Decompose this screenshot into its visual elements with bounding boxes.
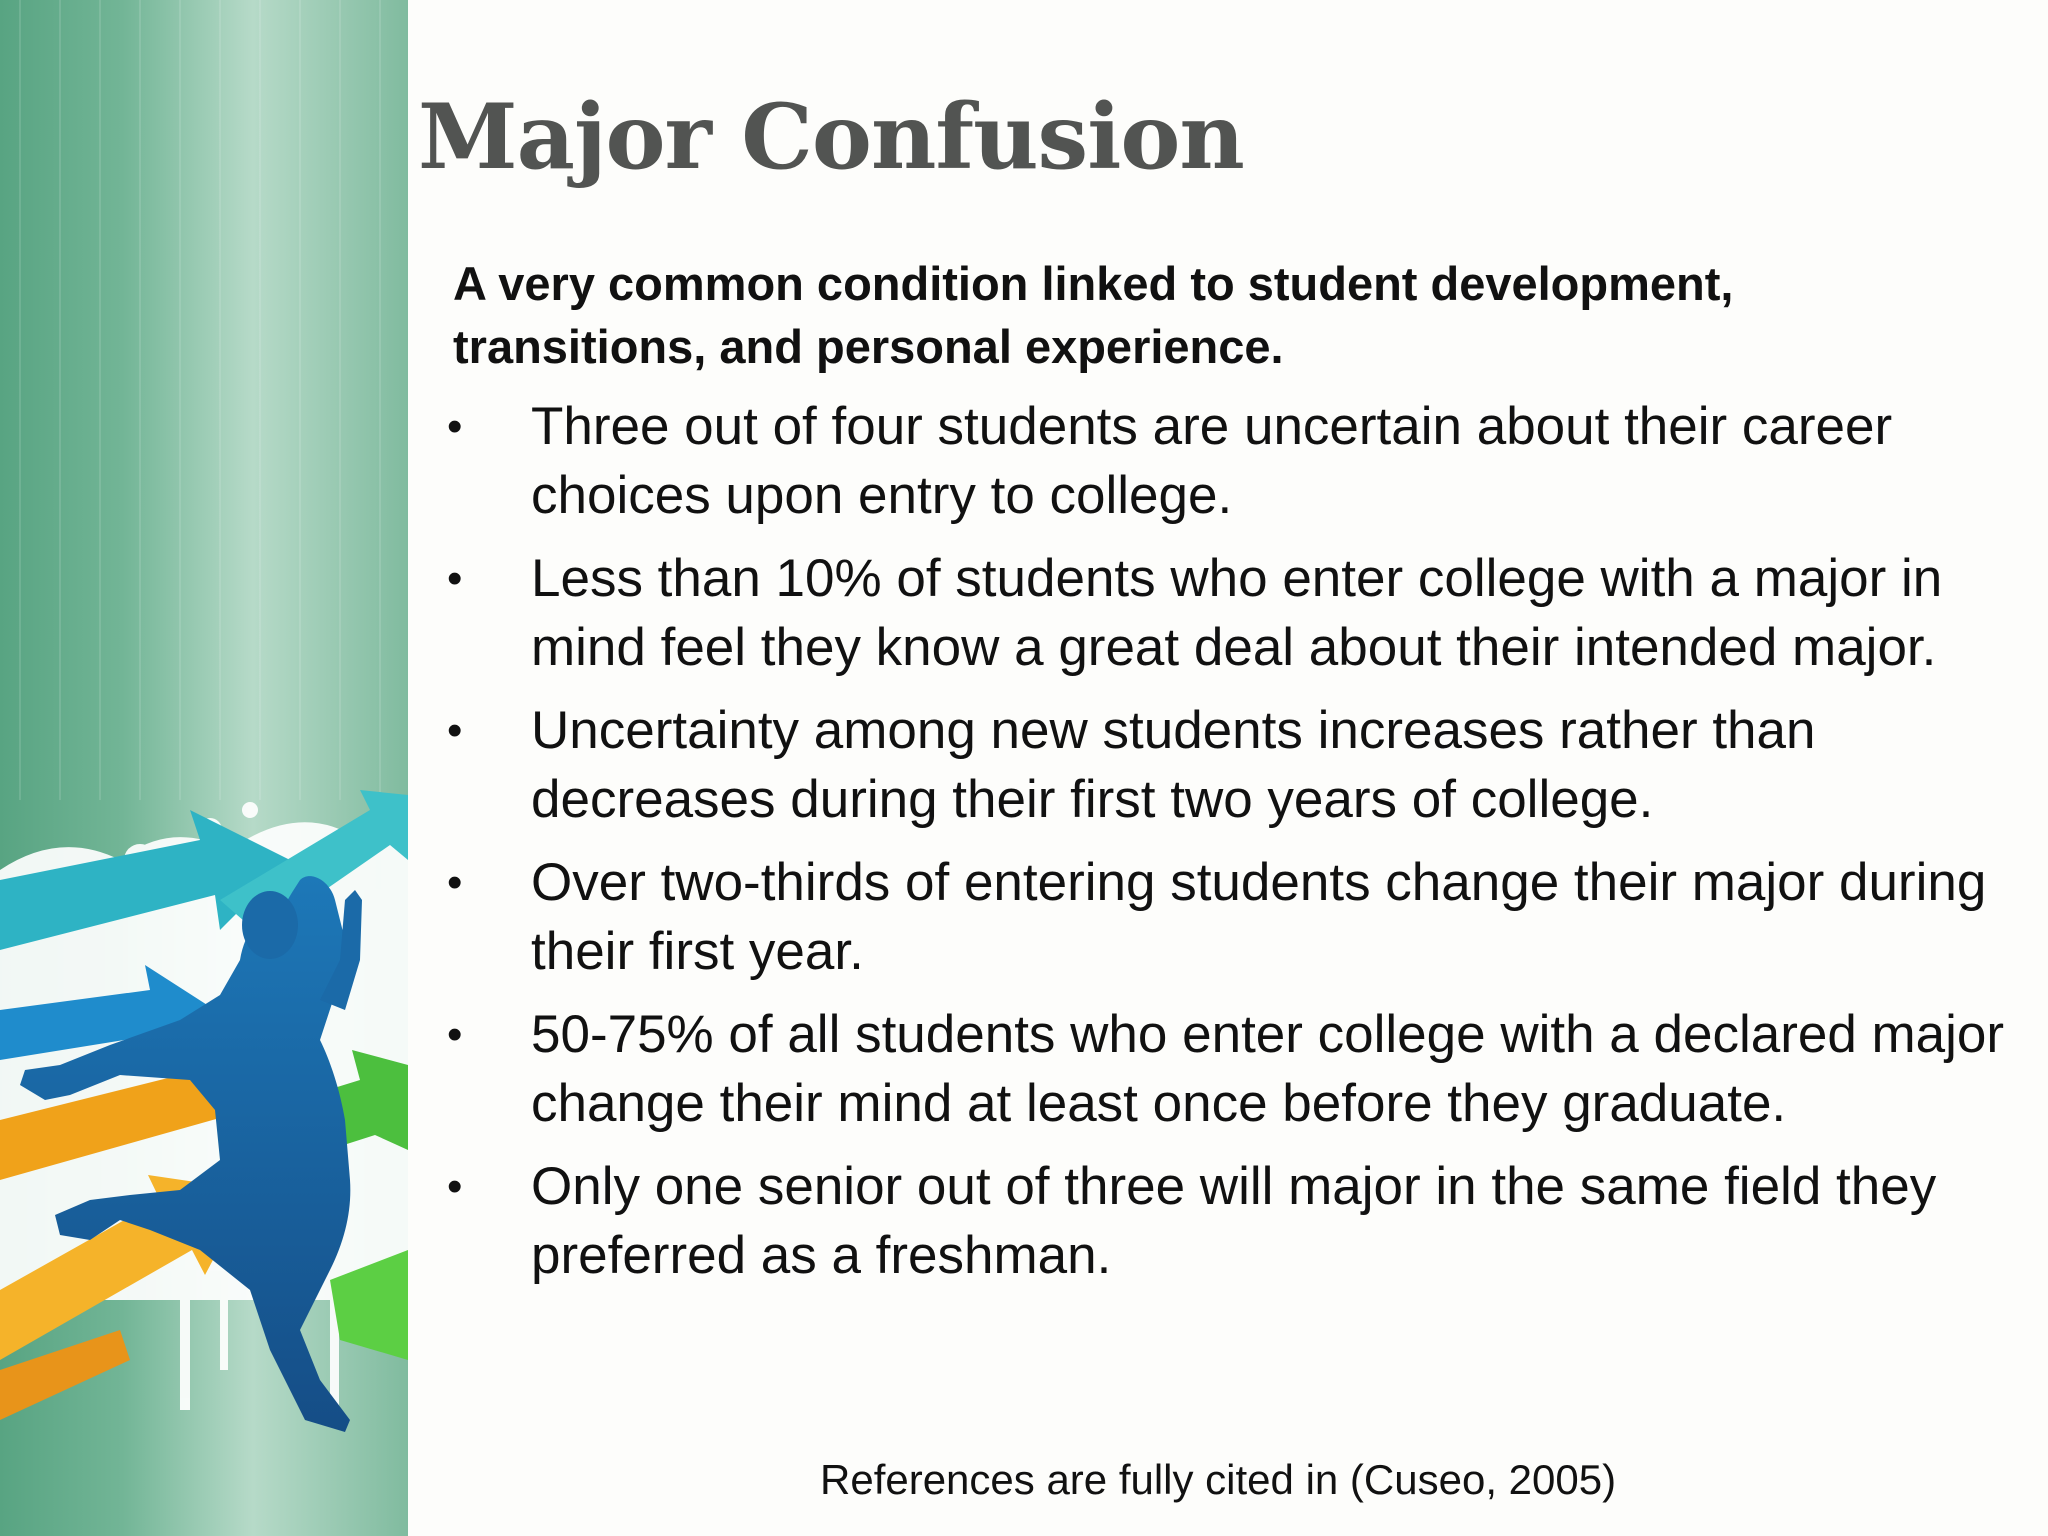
bullet-item [445,696,2015,834]
bullet-text: Less than 10% of students who enter college with a major in mind feel they know a great deal about their intended major. [531,549,1943,677]
decorative-side-panel [0,0,408,1536]
slide-title: Major Confusion [418,84,1244,190]
bullet-dot-icon: • [447,554,463,603]
bullet-list [445,392,2015,1304]
bullet-dot-icon: • [447,706,463,755]
bullet-text: Over two-thirds of entering students change their major during their first year. [531,853,1987,981]
bullet-text: Uncertainty among new students increases rather than decreases during their first two years of college. [531,701,1816,829]
bullet-item [445,848,2015,986]
bullet-dot-icon: • [447,402,463,451]
bullet-item [445,392,2015,530]
jumping-person-illustration [0,0,408,1536]
bullet-dot-icon: • [447,858,463,907]
bullet-text: Only one senior out of three will major in the same field they preferred as a freshman. [531,1157,1937,1285]
bullet-item [445,1000,2015,1138]
bullet-text: 50-75% of all students who enter college with a declared major change their mind at least once before they graduate. [531,1005,2005,1133]
bullet-dot-icon: • [447,1162,463,1211]
bullet-text: Three out of four students are uncertain about their career choices upon entry to college. [531,397,1893,525]
slide-subtitle: A very common condition linked to student development, transitions, and personal experience. [453,257,1734,373]
bullet-dot-icon: • [447,1010,463,1059]
bullet-item [445,544,2015,682]
reference-citation: References are fully cited in (Cuseo, 2005) [820,1456,1617,1503]
bullet-item [445,1152,2015,1290]
